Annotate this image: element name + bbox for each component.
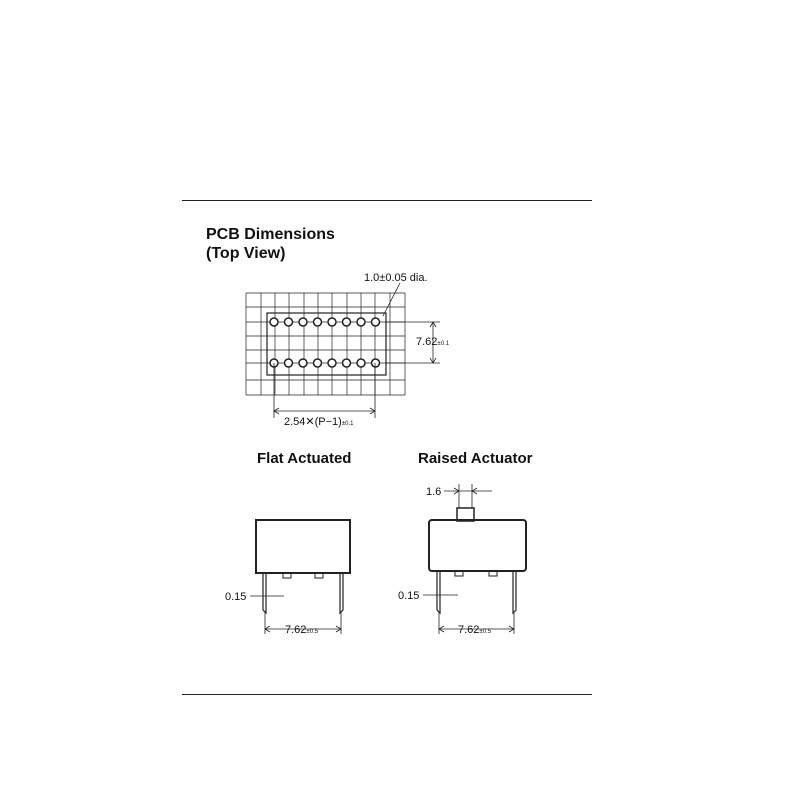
raised-heading: Raised Actuator	[418, 450, 533, 467]
hole-dia-label: 1.0±0.05 dia.	[364, 272, 428, 284]
title-line-1: PCB Dimensions	[206, 226, 335, 243]
pin-hole	[285, 318, 293, 326]
row-spacing-value: 7.62	[416, 336, 438, 348]
pin-hole	[270, 318, 278, 326]
row-spacing-label	[416, 336, 450, 348]
pin-hole	[372, 359, 380, 367]
pitch-label	[284, 416, 354, 428]
pin-hole	[357, 318, 365, 326]
pin-holes	[270, 318, 380, 367]
raised-diagram	[423, 484, 526, 634]
raised-lead-left	[437, 571, 440, 613]
pin-hole	[299, 359, 307, 367]
raised-span-tol: ±0.5	[479, 629, 492, 635]
pin-hole	[328, 318, 336, 326]
pcb-diagram	[246, 283, 440, 418]
raised-body	[429, 520, 526, 571]
raised-lead-right	[513, 571, 516, 613]
pitch-tol: ±0.1	[341, 421, 354, 427]
flat-lead-right	[340, 573, 343, 613]
pcb-grid	[246, 293, 405, 395]
hole-leader	[383, 283, 400, 316]
flat-span-value: 7.62	[285, 624, 307, 636]
title-line-2: (Top View)	[206, 245, 286, 262]
flat-heading: Flat Actuated	[257, 450, 352, 467]
flat-lead-label: 0.15	[225, 591, 247, 603]
pin-hole	[314, 359, 322, 367]
pin-hole	[328, 359, 336, 367]
pin-hole	[357, 359, 365, 367]
flat-diagram	[250, 520, 350, 634]
pin-hole	[314, 318, 322, 326]
pin-hole	[343, 318, 351, 326]
flat-span-tol: ±0.5	[306, 629, 319, 635]
flat-span-label	[285, 624, 319, 636]
pin-hole	[299, 318, 307, 326]
row-spacing-tol: ±0.1	[437, 341, 450, 347]
actuator-width-label: 1.6	[426, 486, 442, 498]
raised-span-value: 7.62	[458, 624, 480, 636]
raised-lead-label: 0.15	[398, 590, 420, 602]
flat-body	[256, 520, 350, 573]
raised-span-label	[458, 624, 492, 636]
pin-hole	[372, 318, 380, 326]
pitch-value: 2.54✕(P−1)	[284, 416, 342, 428]
flat-lead-left	[263, 573, 266, 613]
pin-hole	[343, 359, 351, 367]
pin-hole	[285, 359, 293, 367]
